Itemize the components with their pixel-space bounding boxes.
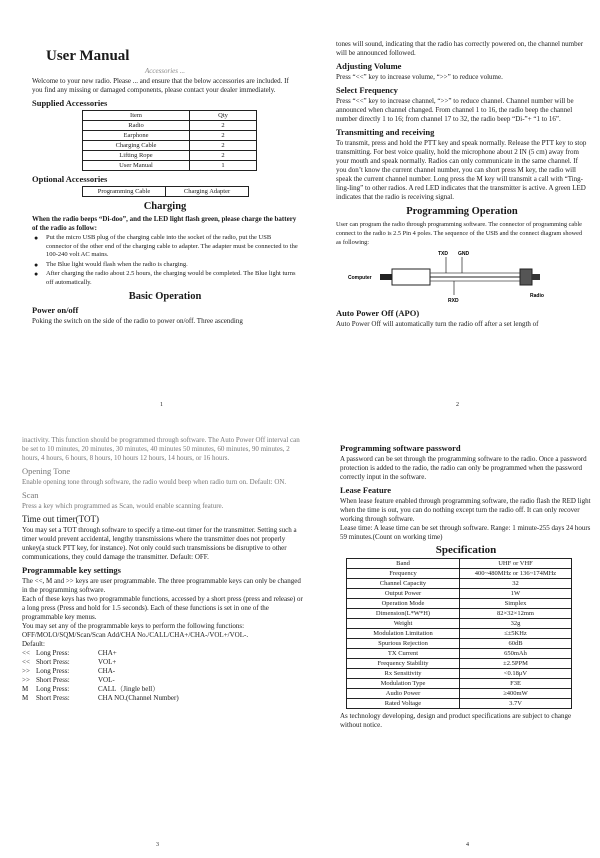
spec-label: Weight bbox=[347, 619, 460, 629]
charging-heading: Charging bbox=[143, 201, 187, 212]
rxd-label: RXD bbox=[448, 298, 459, 304]
table-row bbox=[347, 659, 572, 669]
table-row bbox=[347, 699, 572, 709]
spec-value: 1W bbox=[460, 589, 572, 599]
table-cell: Charging Adapter bbox=[166, 187, 249, 197]
opening-tone-text: Enable opening tone through software, the radio would beep when radio turn on. Default: ON. bbox=[22, 478, 287, 486]
table-row bbox=[83, 131, 257, 141]
table-row bbox=[347, 679, 572, 689]
adjust-volume-text: Press “<<” key to increase volume, “>>” to reduce volume. bbox=[336, 73, 503, 81]
bullet-icon: ● bbox=[34, 270, 39, 278]
password-text: A password can be set through the programming software to the radio. Once a password protection is added to the radio, the radio can only be programmed when the password correctly input in the software. bbox=[340, 455, 587, 481]
programming-text: User can program the radio through programming software. The connector of programming cable connect to the radio is 2.5 Pin 4 poles. The sequence of the USB and the connect diagram showed as following: bbox=[336, 221, 583, 246]
spec-label: Operation Mode bbox=[347, 599, 460, 609]
page-number: 4 bbox=[466, 842, 469, 848]
list-item bbox=[22, 649, 304, 658]
supplied-table bbox=[82, 110, 257, 171]
txd-label: TXD bbox=[438, 251, 448, 257]
scan-heading: Scan bbox=[22, 490, 39, 500]
table-cell: 2 bbox=[190, 121, 257, 131]
spec-value: ≥400mW bbox=[460, 689, 572, 699]
apo-heading: Auto Power Off (APO) bbox=[336, 308, 420, 318]
accessories-subtitle: Accessories ... bbox=[144, 67, 186, 75]
specification-table bbox=[346, 558, 572, 709]
press-type: Long Press: bbox=[36, 667, 70, 675]
press-type: Short Press: bbox=[36, 676, 70, 684]
table-row bbox=[347, 629, 572, 639]
tot-text: You may set a TOT through software to specify a time-out timer for the transmitter. Setting such a timer would prevent accidental, lengthy transmissions where the transmitter does not properly unkey(a stuck PTT key, for instance). Not only could such transmissions be disruptive to other communications, they could damage the transmitter. Default: OFF. bbox=[22, 526, 297, 561]
gnd-label: GND bbox=[458, 251, 470, 257]
table-cell: 2 bbox=[190, 141, 257, 151]
page-number: 3 bbox=[156, 842, 159, 848]
key-name: M bbox=[22, 685, 29, 693]
manual-page-1 bbox=[32, 40, 298, 408]
spec-value: F3E bbox=[460, 679, 572, 689]
usb-connector bbox=[392, 269, 430, 285]
spec-value: ≤±5KHz bbox=[460, 629, 572, 639]
keys-text: The <<, M and >> keys are user programmable. The three programmable keys can only be changed in the programming software. bbox=[22, 577, 301, 594]
spec-footnote: As technology developing, design and product specifications are subject to change without notice. bbox=[340, 712, 572, 729]
table-row bbox=[347, 559, 572, 569]
transmitting-text: To transmit, press and hold the PTT key and speak normally. Release the PTT key to stop transmitting. For best voice quality, hold the microphone about 2 IN (5 cm) away from your mouth and speak normally. Radios can only communicate in the same channel. If you don’t know the current channel number, you can short press M key, the radio will speak the current channel number. Long press the M key will transmit a call with “Ting-ling-ling” to other radios. A red LED indicates that the transmitter is active. A green LED indicates that the radio is receiving signal. bbox=[336, 139, 587, 201]
jack-tip bbox=[532, 274, 540, 280]
spec-label: Rated Voltage bbox=[347, 699, 460, 709]
table-header-item: Item bbox=[83, 111, 190, 121]
table-cell: 2 bbox=[190, 131, 257, 141]
computer-label: Computer bbox=[348, 275, 372, 281]
spec-label: Modulation Type bbox=[347, 679, 460, 689]
table-header-qty: Qty bbox=[190, 111, 257, 121]
table-row bbox=[83, 161, 257, 171]
key-function: VOL- bbox=[98, 676, 115, 684]
list-item bbox=[22, 694, 304, 703]
key-function: CHA NO.(Channel Number) bbox=[98, 694, 179, 702]
table-cell: Lifting Rope bbox=[83, 151, 190, 161]
spec-value: ±2.5PPM bbox=[460, 659, 572, 669]
list-item bbox=[22, 667, 304, 676]
list-item bbox=[22, 658, 304, 667]
lease-text: Lease time: A lease time can be set through software. Range: 1 minute-255 days 24 hours 59 minutes.(Count on working time) bbox=[340, 524, 591, 541]
key-name: M bbox=[22, 694, 29, 702]
power-heading: Power on/off bbox=[32, 305, 79, 315]
table-row bbox=[83, 187, 249, 197]
default-label: Default: bbox=[22, 640, 45, 648]
tot-heading: Time out timer(TOT) bbox=[22, 514, 99, 524]
page-number: 2 bbox=[456, 402, 459, 408]
spec-value: 60dB bbox=[460, 639, 572, 649]
manual-page-3 bbox=[22, 436, 304, 848]
key-function: VOL+ bbox=[98, 658, 117, 666]
spec-label: Rx Sensitivity bbox=[347, 669, 460, 679]
table-row bbox=[347, 649, 572, 659]
spec-value: 82×32×12mm bbox=[460, 609, 572, 619]
table-row bbox=[347, 579, 572, 589]
key-name: >> bbox=[22, 676, 30, 684]
press-type: Long Press: bbox=[36, 649, 70, 657]
spec-label: Audio Power bbox=[347, 689, 460, 699]
key-name: << bbox=[22, 658, 30, 666]
bullet-icon: ● bbox=[34, 260, 39, 269]
spec-value: 32g bbox=[460, 619, 572, 629]
apo-text: Auto Power Off will automatically turn the radio off after a set length of bbox=[336, 320, 539, 328]
specification-heading: Specification bbox=[435, 544, 497, 556]
table-row bbox=[347, 619, 572, 629]
bullet-text: The Blue light would flash when the radio is charging. bbox=[46, 260, 188, 268]
password-heading: Programming software password bbox=[340, 443, 461, 453]
programming-heading: Programming Operation bbox=[406, 206, 518, 217]
list-item bbox=[32, 234, 298, 260]
table-row bbox=[83, 121, 257, 131]
intro-text: Welcome to your new radio. Please ... and ensure that the below accessories are included. If you find any missing or damaged components, please contact your dealer immediately. bbox=[32, 77, 289, 94]
manual-title: User Manual bbox=[46, 48, 130, 64]
apo-text-continued: inactivity. This function should be programmed through software. The Auto Power Off interval can be set to 10 minutes, 20 minutes, 30 minutes, 40 minutes 50 minutes, 60 minutes, 90 minutes, 2 hours, 4 hours, 6 hours, 8 hours, 10 hours 12 hours, 14 hours, or 16 hours. bbox=[22, 436, 300, 462]
spec-label: Frequency bbox=[347, 569, 460, 579]
manual-page-4 bbox=[340, 440, 592, 848]
table-cell: 1 bbox=[190, 161, 257, 171]
table-cell: Earphone bbox=[83, 131, 190, 141]
adjust-volume-heading: Adjusting Volume bbox=[336, 61, 402, 71]
scan-text: Press a key which programmed as Scan, would enable scanning feature. bbox=[22, 502, 224, 510]
key-name: << bbox=[22, 649, 30, 657]
spec-label: Dimension(L*W*H) bbox=[347, 609, 460, 619]
table-row bbox=[347, 639, 572, 649]
bullet-icon: ● bbox=[34, 234, 39, 242]
spec-label: Band bbox=[347, 559, 460, 569]
spec-label: TX Current bbox=[347, 649, 460, 659]
table-row bbox=[347, 589, 572, 599]
keys-text: You may set any of the programmable keys to perform the following functions: OFF/MOLO/SQM/Scan/Scan Add/CHA No./CALL/CHA+/CHA-/VOL+/VOL-. bbox=[22, 622, 249, 639]
usb-plug bbox=[380, 274, 392, 280]
lease-heading: Lease Feature bbox=[340, 485, 392, 495]
list-item bbox=[22, 685, 304, 694]
basic-operation-heading: Basic Operation bbox=[128, 291, 202, 302]
table-cell: 2 bbox=[190, 151, 257, 161]
select-frequency-heading: Select Frequency bbox=[336, 85, 398, 95]
jack-connector bbox=[520, 269, 532, 285]
spec-label: Modulation Limitation bbox=[347, 629, 460, 639]
key-name: >> bbox=[22, 667, 30, 675]
power-text: Poking the switch on the side of the radio to power on/off. Three ascending bbox=[32, 317, 243, 325]
table-row bbox=[83, 151, 257, 161]
manual-page-2 bbox=[336, 40, 588, 408]
bullet-text: Put the micro USB plug of the charging cable into the socket of the radio, put the USB connector of the other end of the charging cable to adapter. The adapter must be connected to the 100-240 volt AC mains. bbox=[46, 234, 298, 258]
press-type: Long Press: bbox=[36, 685, 70, 693]
power-text-continued: tones will sound, indicating that the radio has correctly powered on, the channel number will be announced followed. bbox=[336, 40, 584, 57]
page-number: 1 bbox=[160, 402, 163, 408]
press-type: Short Press: bbox=[36, 694, 70, 702]
connection-diagram bbox=[336, 247, 588, 305]
supplied-heading: Supplied Accessories bbox=[32, 98, 108, 108]
list-item bbox=[22, 676, 304, 685]
keys-heading: Programmable key settings bbox=[22, 565, 121, 575]
table-cell: User Manual bbox=[83, 161, 190, 171]
key-function: CHA- bbox=[98, 667, 116, 675]
optional-table bbox=[82, 186, 249, 197]
charging-intro: When the radio beeps “Di-doo”, and the LED light flash green, please charge the battery of the radio as follow: bbox=[32, 215, 297, 232]
spec-value: <0.18μV bbox=[460, 669, 572, 679]
table-row bbox=[347, 609, 572, 619]
table-row bbox=[83, 141, 257, 151]
spec-label: Spurious Rejection bbox=[347, 639, 460, 649]
spec-value: 32 bbox=[460, 579, 572, 589]
table-cell: Radio bbox=[83, 121, 190, 131]
key-function: CALL（Jingle bell） bbox=[98, 685, 160, 693]
lease-text: When lease feature enabled through programming software, the radio flash the RED light when the time is out, you can do nothing except turn the radio off. It can only recover working through software. bbox=[340, 497, 591, 523]
table-row bbox=[347, 669, 572, 679]
spec-value: 400~480MHz or 136~174MHz bbox=[460, 569, 572, 579]
spec-label: Output Power bbox=[347, 589, 460, 599]
table-row bbox=[347, 569, 572, 579]
transmitting-heading: Transmitting and receiving bbox=[336, 127, 435, 137]
spec-value: UHF or VHF bbox=[460, 559, 572, 569]
table-cell: Charging Cable bbox=[83, 141, 190, 151]
select-frequency-text: Press “<<” key to increase channel, “>>” to reduce channel. Channel number will be announced when channel changed. From channel 1 to 16, the radio beep the channel number directly 1 to 16; from channel 17 to 32, the radio beep “Di-”+ “1 to 16”. bbox=[336, 97, 574, 123]
spec-value: Simplex bbox=[460, 599, 572, 609]
table-row bbox=[347, 599, 572, 609]
table-cell: Programming Cable bbox=[83, 187, 166, 197]
spec-value: 3.7V bbox=[460, 699, 572, 709]
keys-text: Each of these keys has two programmable functions, accessed by a short press (press and release) or a long press (Press and hold for 1.5 seconds). Each of these functions is set in one of the programmable key menus. bbox=[22, 595, 303, 621]
key-function: CHA+ bbox=[98, 649, 117, 657]
bullet-text: After charging the radio about 2.5 hours, the charging would be completed. The Blue light turns off automatically. bbox=[46, 270, 296, 286]
spec-label: Frequency Stability bbox=[347, 659, 460, 669]
optional-heading: Optional Accessories bbox=[32, 174, 108, 184]
list-item bbox=[32, 261, 298, 270]
table-row bbox=[347, 689, 572, 699]
opening-tone-heading: Opening Tone bbox=[22, 466, 71, 476]
spec-label: Channel Capacity bbox=[347, 579, 460, 589]
press-type: Short Press: bbox=[36, 658, 70, 666]
list-item bbox=[32, 270, 298, 287]
radio-label: Radio bbox=[530, 293, 544, 299]
spec-value: 650mAh bbox=[460, 649, 572, 659]
